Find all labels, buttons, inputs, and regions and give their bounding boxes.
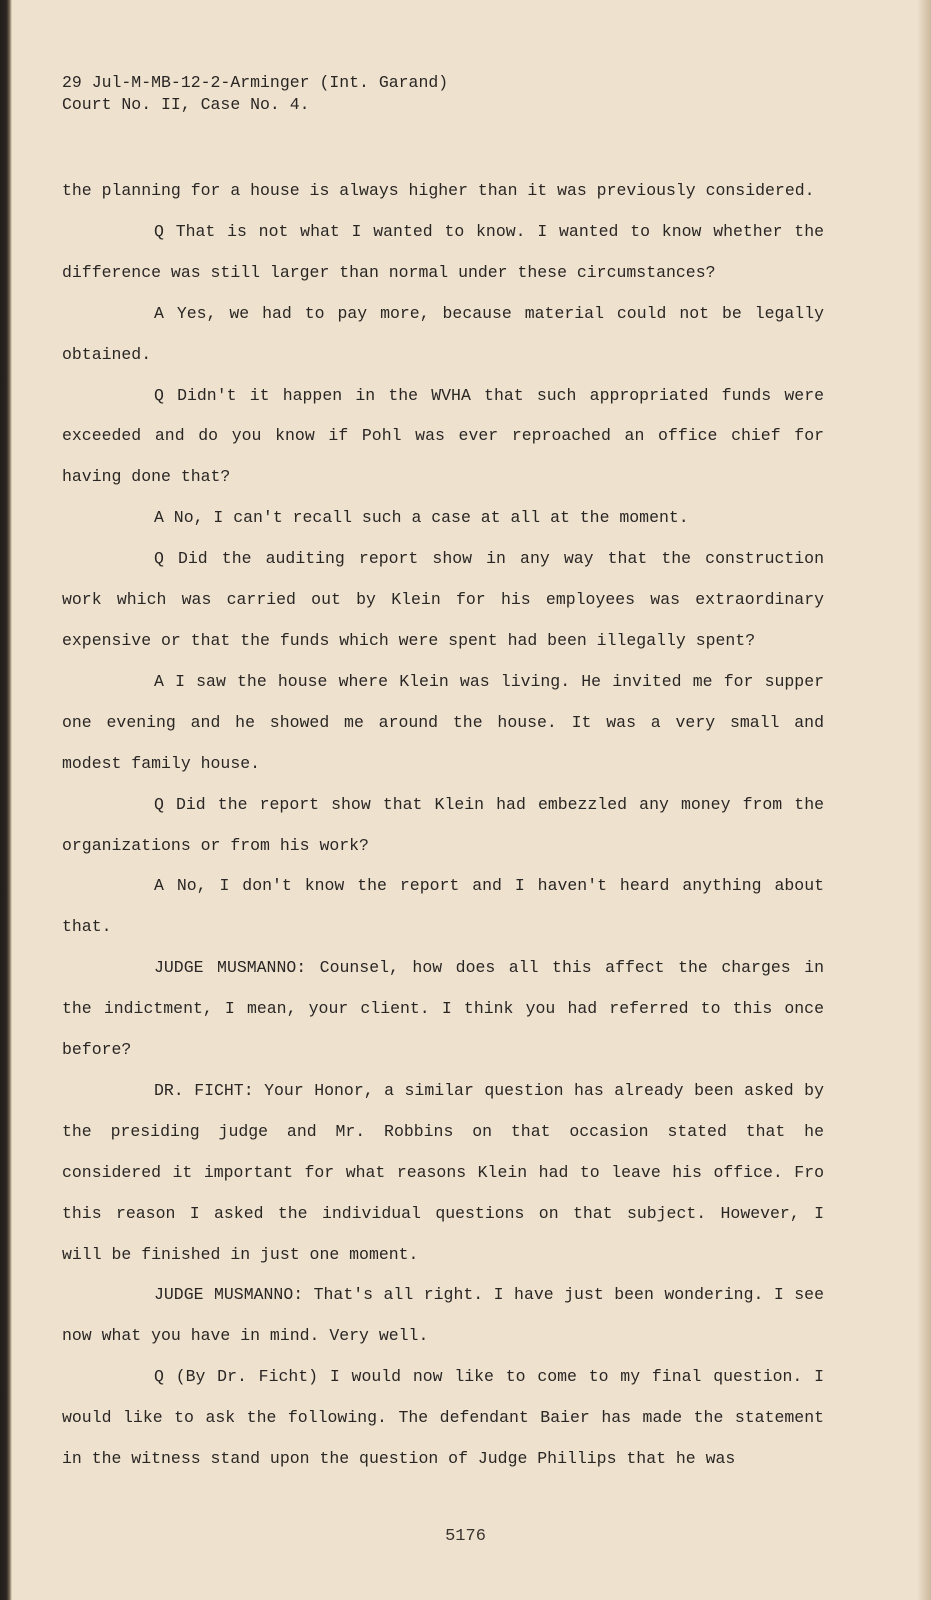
paragraph-question: Q Did the auditing report show in any way that the construction work which was carried out by Klein for his employees was extraordinary expensive or that the funds which were spent had been illegally spent?	[62, 549, 824, 650]
paragraph-answer: A I saw the house where Klein was living. He invited me for supper one evening and he showed me around the house. It was a very small and modest family house.	[62, 671, 824, 773]
transcript-body	[62, 171, 824, 1480]
paragraph-answer: A No, I can't recall such a case at all at the moment.	[154, 508, 689, 528]
paragraph-answer: A No, I don't know the report and I haven't heard anything about that.	[62, 876, 824, 937]
paragraph-answer: A Yes, we had to pay more, because material could not be legally obtained.	[62, 303, 824, 364]
paragraph-question: Q That is not what I wanted to know. I wanted to know whether the difference was still larger than normal under these circumstances?	[62, 221, 824, 282]
header-line-2: Court No. II, Case No. 4.	[62, 95, 310, 114]
paragraph-counsel-statement: DR. FICHT: Your Honor, a similar question has already been asked by the presiding judge and Mr. Robbins on that occasion stated that he considered it important for what reasons Klein had to leave his office. Fro this reason I asked the individual questions on that subject. However, I will be finished in just one moment.	[62, 1080, 824, 1264]
scan-edge-left	[0, 0, 12, 1600]
paragraph-question: Q Didn't it happen in the WVHA that such appropriated funds were exceeded and do you know if Pohl was ever reproached an office chief for having done that?	[62, 385, 824, 487]
document-header	[62, 72, 448, 116]
paragraph-continuation: the planning for a house is always higher than it was previously considered.	[62, 181, 815, 200]
scan-edge-right	[917, 0, 931, 1600]
paragraph-question: Q Did the report show that Klein had embezzled any money from the organizations or from his work?	[62, 794, 824, 855]
header-line-1: 29 Jul-M-MB-12-2-Arminger (Int. Garand)	[62, 73, 449, 92]
paragraph-judge-statement: JUDGE MUSMANNO: Counsel, how does all this affect the charges in the indictment, I mean, your client. I think you had referred to this once before?	[62, 958, 824, 1060]
paragraph-question: Q (By Dr. Ficht) I would now like to come to my final question. I would like to ask the following. The defendant Baier has made the statement in the witness stand upon the question of Judge Phillips that he was	[62, 1367, 824, 1469]
page-number: 5176	[445, 1527, 486, 1546]
paragraph-judge-statement: JUDGE MUSMANNO: That's all right. I have just been wondering. I see now what you have in mind. Very well.	[62, 1285, 824, 1346]
